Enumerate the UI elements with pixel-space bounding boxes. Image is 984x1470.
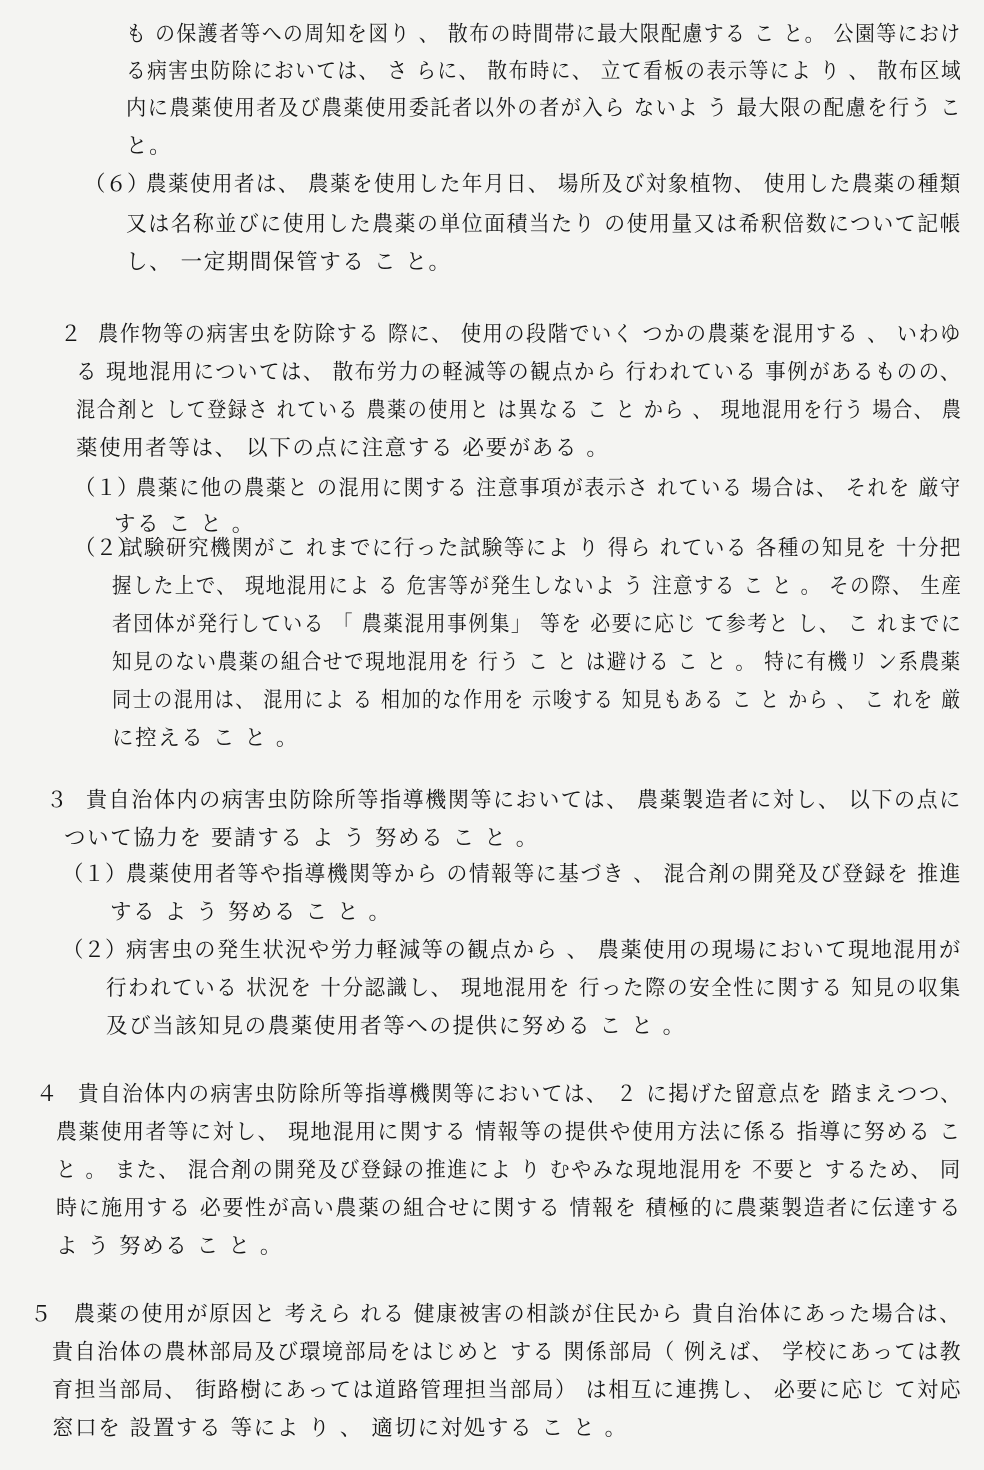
text-line: 農薬の使用が原因と 考えら れる 健康被害の相談が住民から 貴自治体にあった場合は、 xyxy=(74,1302,962,1327)
text-line: 農作物等の病害虫を防除する 際に、 使用の段階でいく つかの農薬を混用する 、 いわゆ xyxy=(98,322,962,347)
text-line: 育担当部局、 街路樹にあっては道路管理担当部局） は相互に連携し、 必要に応じ て対応 xyxy=(52,1378,963,1403)
text-line: る 現地混用については、 散布労力の軽減等の観点から 行われている 事例があるものの、 xyxy=(76,360,962,385)
text-line: 貴自治体の農林部局及び環境部局をはじめと する 関係部局（ 例えば、 学校にあっては教 xyxy=(52,1340,963,1365)
text-line: 時に施用する 必要性が高い農薬の組合せに関する 情報を 積極的に農薬製造者に伝達する xyxy=(56,1196,962,1221)
text-line: 貴自治体内の病害虫防除所等指導機関等においては、 ２ に掲げた留意点を 踏まえつつ、 xyxy=(78,1082,963,1107)
text-line: に控える こ と 。 xyxy=(112,726,300,751)
text-line: 行われている 状況を 十分認識し、 現地混用を 行った際の安全性に関する 知見の収集 xyxy=(106,976,962,1001)
text-line: 農薬に他の農薬と の混用に関する 注意事項が表示さ れている 場合は、 それを 厳守 xyxy=(136,476,962,501)
text-line: 者団体が発行している 「 農薬混用事例集」 等を 必要に応じ て参考と し、 こ れまでに xyxy=(112,612,963,637)
item-marker: （２） xyxy=(74,536,139,561)
text-line: ついて協力を 要請する よ う 努める こ と 。 xyxy=(64,826,539,851)
text-line: 混合剤と して登録さ れている 農薬の使用と は異なる こ と から 、 現地混用を行う 場合、 農 xyxy=(76,398,963,423)
text-line: 握した上で、 現地混用によ る 危害等が発生しないよ う 注意する こ と 。 その際、 生産 xyxy=(112,574,963,599)
text-line: 農薬使用者等や指導機関等から の情報等に基づき 、 混合剤の開発及び登録を 推進 xyxy=(126,862,962,887)
text-line: 農薬使用者等に対し、 現地混用に関する 情報等の提供や使用方法に係る 指導に努める こ xyxy=(56,1120,962,1145)
text-line: する よ う 努める こ と 。 xyxy=(110,900,392,925)
text-line: し、 一定期間保管する こ と。 xyxy=(126,250,452,275)
section-number: ４ xyxy=(36,1082,58,1107)
item-marker: （１） xyxy=(62,862,127,887)
section-number: ５ xyxy=(30,1302,52,1327)
text-line: 同士の混用は、 混用によ る 相加的な作用を 示唆する 知見もある こ と から 、 こ れを 厳 xyxy=(112,688,962,713)
text-line: と 。 また、 混合剤の開発及び登録の推進によ り むやみな現地混用を 不要と するため、 同 xyxy=(56,1158,962,1183)
text-line: 試験研究機関がこ れまでに行った試験等によ り 得ら れている 各種の知見を 十分把 xyxy=(122,536,962,561)
section-number: ２ xyxy=(60,322,82,347)
text-line: 農薬使用者は、 農薬を使用した年月日、 場所及び対象植物、 使用した農薬の種類 xyxy=(146,172,962,197)
item-marker: （１） xyxy=(74,476,139,501)
text-line: する こ と 。 xyxy=(114,512,255,537)
section-number: ３ xyxy=(46,788,68,813)
text-line: る病害虫防除においては、 さ らに、 散布時に、 立て看板の表示等によ り 、 散布区域 xyxy=(126,59,963,84)
text-line: と。 xyxy=(126,134,173,159)
text-line: 知見のない農薬の組合せで現地混用を 行う こ と は避ける こ と 。 特に有機リ ン系農薬 xyxy=(112,650,962,675)
item-marker: （２） xyxy=(62,938,127,963)
text-line: よ う 努める こ と 。 xyxy=(56,1234,283,1259)
text-line: 薬使用者等は、 以下の点に注意する 必要がある 。 xyxy=(76,436,610,461)
text-line: 病害虫の発生状況や労力軽減等の観点から 、 農薬使用の現場において現地混用が xyxy=(126,938,962,963)
text-line: 及び当該知見の農薬使用者等への提供に努める こ と 。 xyxy=(106,1014,686,1039)
text-line: 内に農薬使用者及び農薬使用委託者以外の者が入ら ないよ う 最大限の配慮を行う こ xyxy=(126,96,963,121)
item-marker: （６） xyxy=(84,172,149,197)
text-line: 窓口を 設置する 等によ り 、 適切に対処する こ と 。 xyxy=(52,1416,628,1441)
text-line: 又は名称並びに使用した農薬の単位面積当たり の使用量又は希釈倍数について記帳 xyxy=(126,212,962,237)
text-line: 貴自治体内の病害虫防除所等指導機関等においては、 農薬製造者に対し、 以下の点に xyxy=(86,788,962,813)
text-line: も の保護者等への周知を図り 、 散布の時間帯に最大限配慮する こ と。 公園等におけ xyxy=(126,22,962,47)
